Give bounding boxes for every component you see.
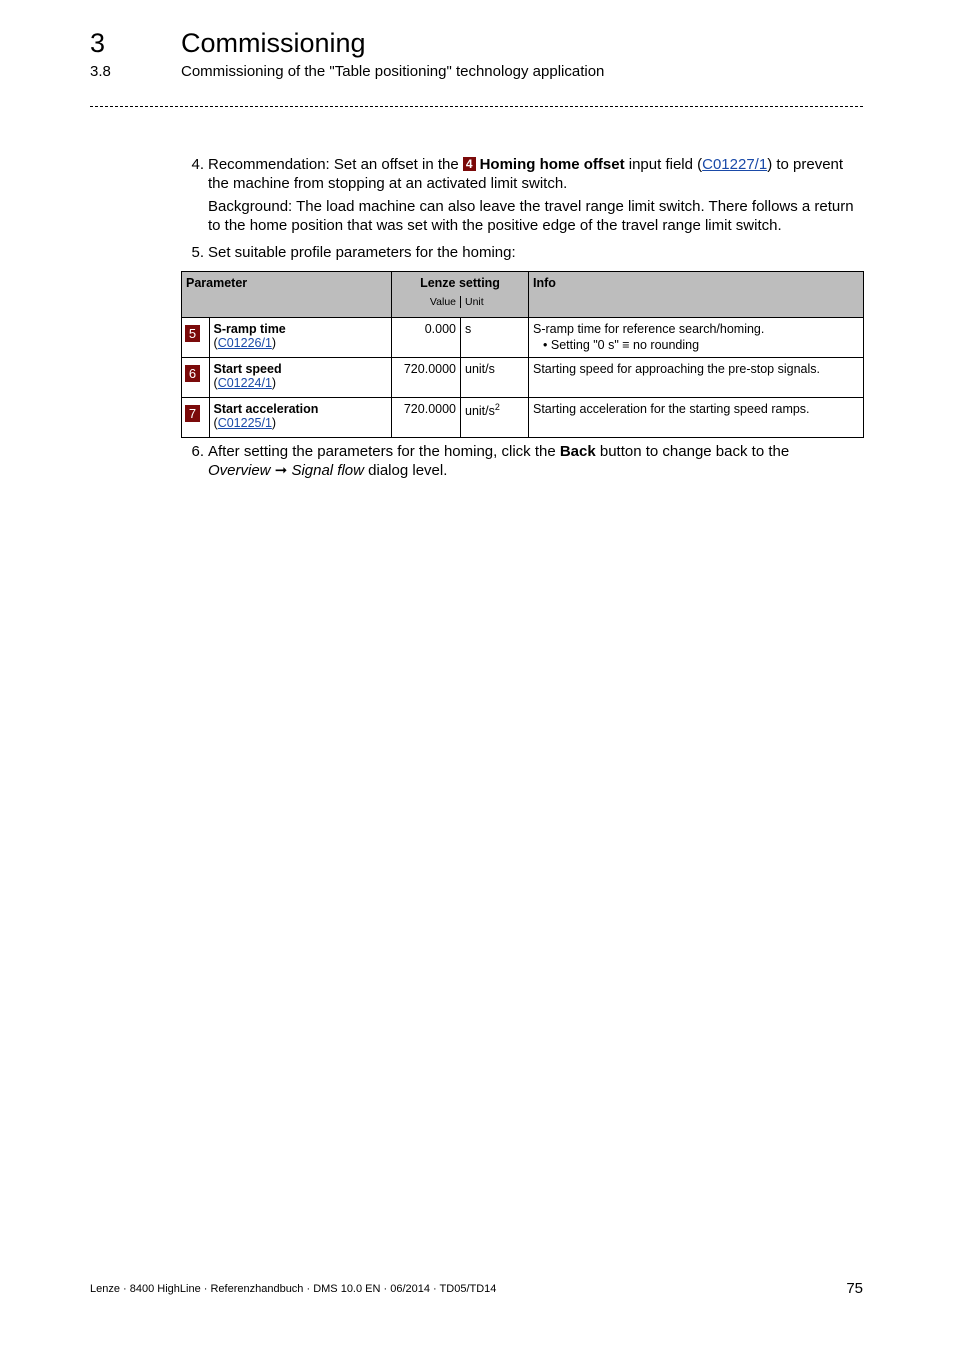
marker-6-badge: 6 <box>185 365 200 382</box>
step-5-number: 5. <box>191 244 204 261</box>
link-c01227-1[interactable]: C01227/1 <box>702 156 768 173</box>
header-divider <box>90 106 863 107</box>
path-signal-flow: Signal flow <box>291 462 364 479</box>
table-row: 6 Start speed (C01224/1) 720.0000 unit/s Starting speed for approaching the pre-stop signals. <box>182 358 864 398</box>
step-4-text-c: ) to prevent the machine from stopping at an activated limit switch. <box>208 156 844 192</box>
param-value: 0.000 <box>392 318 461 358</box>
step-4-text-a: Recommendation: Set an offset in the <box>208 156 459 173</box>
step-5-text: Set suitable profile parameters for the homing: <box>208 244 516 261</box>
step-4-text <box>208 155 868 193</box>
header-unit: Unit <box>465 296 484 308</box>
header-lenze-setting: Lenze setting Value Unit <box>392 272 529 318</box>
marker-4-badge: 4 <box>463 157 476 171</box>
arrow-right-icon: ➞ <box>274 462 288 479</box>
step-6-text-a: After setting the parameters for the homing, click the <box>208 443 556 460</box>
link-c01224-1[interactable]: C01224/1 <box>217 376 272 390</box>
section-title: Commissioning of the "Table positioning" technology application <box>181 63 605 80</box>
table-row: 5 S-ramp time (C01226/1) 0.000 s S-ramp time for reference search/homing. • Setting "0 s" ≡ no rounding <box>182 318 864 358</box>
step-6-text <box>208 442 848 480</box>
chapter-title: Commissioning <box>181 28 366 58</box>
homing-home-offset-field: Homing home offset <box>479 156 625 173</box>
marker-7-badge: 7 <box>185 405 200 422</box>
param-value: 720.0000 <box>392 398 461 438</box>
step-6-number: 6. <box>191 443 204 460</box>
step-4-background: Background: The load machine can also leave the travel range limit switch. There follows a return to the home position that was set with the positive edge of the travel range limit switch. <box>208 198 854 234</box>
header-parameter: Parameter <box>182 272 392 318</box>
header-info: Info <box>529 272 864 318</box>
param-name: Start acceleration <box>213 402 319 416</box>
param-unit: s <box>461 318 529 358</box>
chapter-number: 3 <box>90 28 106 58</box>
param-unit: unit/s <box>461 358 529 398</box>
param-value: 720.0000 <box>392 358 461 398</box>
param-name: Start speed <box>213 362 282 376</box>
header-value: Value <box>392 296 461 308</box>
step-4-number: 4. <box>191 156 204 173</box>
page-number: 75 <box>846 1280 863 1297</box>
section-number: 3.8 <box>90 63 111 80</box>
back-button-label: Back <box>559 443 596 460</box>
param-info: Starting acceleration for the starting speed ramps. <box>529 398 864 438</box>
link-c01225-1[interactable]: C01225/1 <box>217 416 272 430</box>
param-info: S-ramp time for reference search/homing. • Setting "0 s" ≡ no rounding <box>529 318 864 358</box>
link-c01226-1[interactable]: C01226/1 <box>217 336 272 350</box>
param-info: Starting speed for approaching the pre-stop signals. <box>529 358 864 398</box>
marker-5-badge: 5 <box>185 325 200 342</box>
table-row: 7 Start acceleration (C01225/1) 720.0000 unit/$s^2$ Starting acceleration for the starting speed ramps. <box>182 398 864 438</box>
info-bullet: • Setting "0 s" ≡ no rounding <box>543 338 859 352</box>
path-overview: Overview <box>208 462 271 479</box>
param-unit: unit/$s^2$ <box>461 398 529 438</box>
step-6-text-c: dialog level. <box>368 462 448 479</box>
footer-text: Lenze · 8400 HighLine · Referenzhandbuch · DMS 10.0 EN · 06/2014 · TD05/TD14 <box>90 1283 497 1295</box>
parameter-table <box>181 271 864 438</box>
step-6-text-b: button to change back to the <box>599 443 790 460</box>
step-4-text-b: input field ( <box>628 156 703 173</box>
param-name: S-ramp time <box>213 322 286 336</box>
